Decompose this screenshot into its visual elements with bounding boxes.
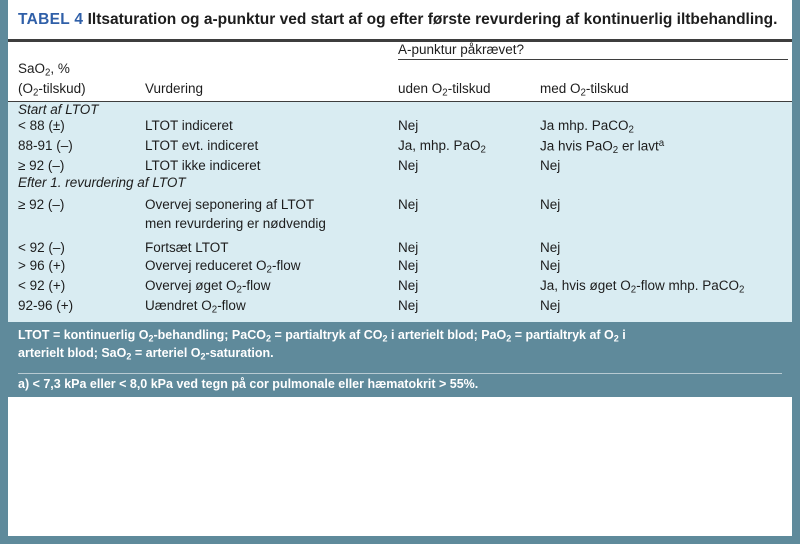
table-row [8, 190, 792, 238]
footer-note [8, 367, 792, 397]
table-row [8, 277, 792, 297]
cell-vurdering: Overvej seponering af LTOT men revurdering er nødvendig [145, 197, 326, 231]
cell-uden: Nej [398, 197, 419, 213]
table-row [8, 297, 792, 317]
cell-med: Ja, hvis øget $O_2$-flow mhp. PaCO$_2$ [540, 277, 745, 296]
column-header-row-1 [8, 60, 792, 80]
cell-uden: Nej [398, 277, 419, 293]
group-header-spacer-2 [145, 42, 398, 60]
cell-sao2: 92-96 (+) [18, 297, 74, 313]
footer-divider [18, 373, 782, 374]
cell-vurdering: Overvej øget $O_2$-flow [145, 277, 271, 296]
cell-med: Nej [540, 258, 561, 273]
col-header-med: med $O_2$-tilskud [540, 81, 629, 99]
table-row [8, 239, 792, 257]
cell-uden: Ja, mhp. PaO$_2$ [398, 137, 486, 156]
cell-uden: Nej [398, 297, 419, 313]
cell-sao2: 88-91 (–) [18, 137, 73, 153]
cell-vurdering: Overvej reduceret $O_2$-flow [145, 258, 301, 276]
table-row [8, 157, 792, 175]
cell-uden: Nej [398, 158, 419, 174]
group-header-cell [398, 42, 792, 60]
table-header [8, 42, 792, 101]
cell-vurdering: LTOT evt. indiceret [145, 137, 259, 153]
cell-uden: Nej [398, 239, 419, 255]
figure-caption [8, 0, 792, 39]
table-body [8, 102, 792, 322]
section-title-efter: Efter 1. revurdering af LTOT [18, 175, 186, 191]
cell-med: Nej [540, 297, 561, 313]
cell-vurdering: Uændret $O_2$-flow [145, 297, 246, 316]
cell-sao2: < 92 (+) [18, 277, 66, 293]
cell-uden: Nej [398, 258, 419, 273]
cell-med: Nej [540, 197, 561, 213]
col-header-sao2-line2: $(O_2-tilskud)$ [18, 81, 86, 99]
table-row [8, 257, 792, 277]
table-row [8, 137, 792, 157]
cell-med: Ja mhp. PaCO$_2$ [540, 118, 634, 136]
cell-vurdering: LTOT indiceret [145, 118, 233, 134]
table-row [8, 117, 792, 137]
footer-line-1: LTOT = kontinuerlig $O_2$-behandling; PaCO$_2$ = partialtryk af $CO_2$ i arterielt blod; PaO$_2$ = partialtryk af $O_2$ i [18, 328, 626, 344]
cell-med: Nej [540, 239, 561, 255]
footer-line-2: arterielt blod; SaO$_2$ = arteriel $O_2$-saturation. [18, 346, 274, 362]
col-header-vurdering-line1 [145, 60, 398, 80]
group-header-label: A-punktur påkrævet? [398, 42, 788, 60]
section-heading-row [8, 102, 792, 117]
cell-sao2: ≥ 92 (–) [18, 197, 65, 213]
cell-vurdering: Fortsæt LTOT [145, 239, 229, 255]
cell-med: Ja hvis PaO$_2$ er lavt$^a$ [540, 137, 665, 157]
col-header-vurdering: Vurdering [145, 81, 204, 97]
footer-abbreviations [8, 322, 792, 366]
col-header-uden: uden $O_2$-tilskud [398, 81, 491, 99]
cell-sao2: < 88 (±) [18, 118, 65, 134]
figure-inner [8, 0, 792, 536]
table-number: TABEL 4 [18, 11, 84, 28]
cell-uden: Nej [398, 118, 419, 134]
cell-sao2: < 92 (–) [18, 239, 65, 255]
section-heading-row [8, 175, 792, 190]
group-header-spacer-1 [8, 42, 145, 60]
caption-text: Iltsaturation og a-punktur ved start af og efter første revurdering af kontinuerlig iltbehandling. [87, 11, 778, 28]
col-header-sao2-line1: SaO$_2$, % [18, 60, 70, 79]
cell-sao2: > 96 (+) [18, 258, 66, 273]
cell-med: Nej [540, 158, 561, 174]
col-header-med-line1 [540, 60, 792, 80]
col-header-uden-line1 [398, 60, 540, 80]
group-header-row [8, 42, 792, 60]
cell-sao2: ≥ 92 (–) [18, 158, 65, 174]
footnote-a: a) < 7,3 kPa eller < 8,0 kPa ved tegn på cor pulmonale eller hæmatokrit > 55%. [18, 376, 479, 391]
cell-vurdering: LTOT ikke indiceret [145, 158, 261, 174]
section-title-start: Start af LTOT [18, 102, 99, 118]
column-header-row-2 [8, 80, 792, 100]
